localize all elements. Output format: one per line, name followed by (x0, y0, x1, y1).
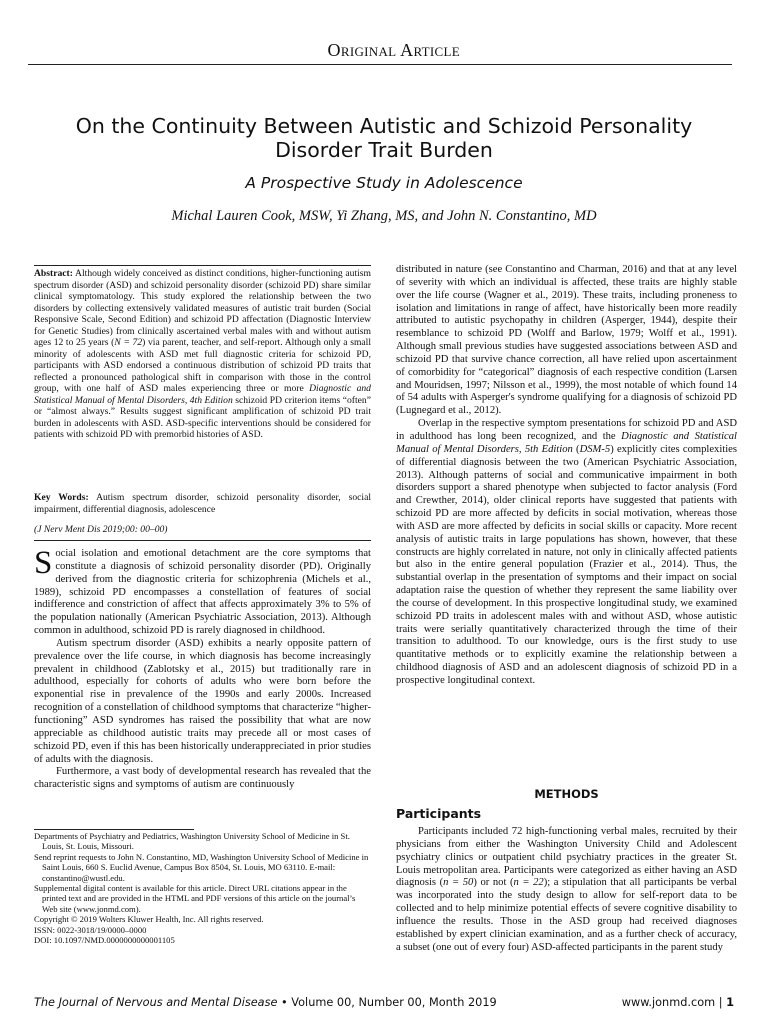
citation-text: (J Nerv Ment Dis 2019;00: 00–00) (34, 524, 168, 535)
footer-issue: Volume 00, Number 00, Month 2019 (291, 996, 497, 1009)
abstract-text-c: schizoid PD criterion items “often” or “almost always.” Results suggest significant amplification of schizoid PD trait burden in adolescents with ASD. ASD-specific interventions should be considered for patients with schizoid PD with premorbid histories of ASD. (34, 394, 371, 440)
abstract-text-a: Although widely conceived as distinct conditions, higher-functioning autism spectrum disorder (ASD) and schizoid personality disorder (schizoid PD) share similar clinical symptomatology. This study explored the relationship between the two disorders by collecting extensively validated measures of autistic trait burden (Social Responsive Scale, Second Edition) and schizoid PD affectation (Diagnostic Interview for Genetic Studies) from clinically ascertained verbal males with and without autism ages 12 to 25 years ( (34, 268, 371, 348)
abstract-bottom-rule (34, 540, 371, 541)
participants-heading: Participants (396, 806, 482, 821)
footnote-rule (34, 829, 194, 830)
body-right-column (396, 264, 737, 688)
dsm5-title: Diagnostic and Statistical Manual of Mental Disorders, 5th Edition (396, 430, 737, 455)
footer-right (622, 996, 734, 1009)
page-number: 1 (726, 996, 734, 1009)
article-subtitle: A Prospective Study in Adolescence (245, 174, 523, 192)
keywords (34, 492, 371, 515)
n-control: n = 22 (513, 877, 544, 889)
footnotes (34, 831, 371, 945)
paragraph: Autism spectrum disorder (ASD) exhibits a nearly opposite pattern of prevalence over the life course, in which diagnosis has become increasingly prevalent in childhood (Zablotsky et al., 2015) but traditionally rare in adulthood, especially for cohorts of adults who were born before the exponential rise in prevalence of the 1990s and early 2000s. Increased recognition of a constellation of childhood symptoms that characterize “higher-functioning” ASD syndromes has raised the possibility that what are now appreciable as childhood autistic traits may precede all or most cases of schizoid PD, even if this has been historically underappreciated in prior studies of adults with the diagnosis. (34, 637, 371, 765)
body-left-column (34, 545, 371, 792)
keywords-label: Key Words: (34, 492, 89, 503)
footnote-affiliation: Departments of Psychiatry and Pediatrics, Washington University School of Medicine in St. Louis, St. Louis, Missouri. (34, 831, 350, 852)
footer-website: www.jonmd.com (621, 996, 716, 1009)
abstract-top-rule (34, 265, 371, 266)
section-label: Original Article (327, 40, 460, 60)
paragraph (34, 545, 371, 638)
n-asd: n = 50 (443, 877, 474, 889)
abstract-label: Abstract: (34, 268, 73, 279)
abstract (34, 268, 371, 441)
methods-heading: METHODS (534, 787, 599, 801)
drop-cap: S (34, 545, 53, 581)
footnote-copyright: Copyright © 2019 Wolters Kluwer Health, Inc. All rights reserved. (34, 914, 264, 925)
footnote-issn: ISSN: 0022-3018/19/0000–0000 (34, 924, 147, 935)
paragraph-text: ( (572, 443, 580, 455)
footnote-supplemental: Supplemental digital content is available for this article. Direct URL citations appear in the printed text and are provided in the HTML and PDF versions of this article on the journal’s Web site (www.jonmd.com). (34, 883, 356, 914)
footer-separator: | (715, 996, 727, 1009)
footer-journal (34, 996, 497, 1009)
footer-bullet: • (277, 996, 292, 1009)
author-list: Michal Lauren Cook, MSW, Yi Zhang, MS, and John N. Constantino, MD (171, 208, 597, 224)
paragraph-text: ocial isolation and emotional detachment are the core symptoms that constitute a diagnosis of schizoid personality disorder (PD). Originally derived from the diagnostic criteria for schizophrenia (Michels et al., 1989), schizoid PD encompasses a constellation of features of social indifference and constriction of affect that affects approximately 3% to 5% of the population nationally (American Psychiatric Association, 2013). Although common in adulthood, schizoid PD is rarely diagnosed in childhood. (34, 548, 371, 637)
paragraph (396, 826, 737, 954)
paragraph: distributed in nature (see Constantino and Charman, 2016) and that at any level of severity with which an individual is affected, these traits are highly stable over the life course (Wagner et al., 2019). These traits, including proneness to isolation and limitations in range of affect, have historically been more readily attributed to autistic psychopathy in children (Asperger, 1944), despite their resemblance to schizoid PD (Wolff and Barlow, 1979; Wolff et al., 1991). Although small previous studies have suggested associations between ASD and schizoid PD that survive chance correction, all have relied upon ascertainment of comorbidity for “categorical” diagnosis of each respective condition (Larsen and Mouridsen, 1997; Nilsson et al., 1999), the most notable of which found 14 of 54 adults with Asperger's syndrome qualifying for a diagnosis of schizoid PD (Lugnegard et al., 2012). (396, 264, 737, 417)
participants-text (396, 826, 737, 954)
keywords-text: Autism spectrum disorder, schizoid personality disorder, social impairment, differential diagnosis, adolescence (34, 492, 371, 515)
paragraph (396, 418, 737, 688)
paragraph-text: ); a stipulation that all participants be verbal was incorporated into the study design to allow for self-report data to be collected and to help minimize potential effects of severe cognitive disability to influence the results. Those in the ASD group had received diagnoses established by expert clinician examination, and as a further check of accuracy, a subset (one out of every four) ASD-affected participants in the parent study (396, 877, 738, 953)
paragraph-text: Overlap in the respective symptom presentations for schizoid PD and ASD in adulthood has long been recognized, and the (396, 418, 737, 442)
footnote-reprint: Send reprint requests to John N. Constantino, MD, Washington University School of Medicine in Saint Louis, 660 S. Euclid Avenue, Campus Box 8504, St. Louis, MO 63110. E-mail: constantino@wustl.edu. (34, 851, 369, 883)
dsm5-abbr: DSM-5 (579, 443, 611, 455)
abstract-dsm4: Diagnostic and Statistical Manual of Mental Disorders, 4th Edition (34, 383, 371, 406)
paragraph-text: ) explicitly cites complexities of differential diagnosis between the two (American Psychiatric Association, 2013). Although patterns of social and communicative impairment in both disorders support a shared phenotype when subjected to factor analysis (Ford and Crewther, 2014), older clinical reports have suggested that patients with schizoid PD are more affected by deficits in social motivation, whereas those with ASD are more affected by deficits in social skills or capacity. More recent analysis of autistic traits in large populations has shown, however, that these constructs are highly correlated in nature, not only in clinically affected patients but also in the entire general population (Frazier et al., 2014). Thus, the substantial overlap in the presentation of symptoms and their impact on social adaptation raise the question of whether they represent the same liability over the course of development. In this prospective longitudinal study, we examined schizoid PD traits in adolescent males with and without ASD, whose autistic traits were serially quantitatively characterized through the time of their transition to adulthood. To our knowledge, ours is the first study to use quantitative methods or to explicitly examine the relationship between a childhood diagnosis of ASD and an adolescent diagnosis of schizoid PD in a prospective longitudinal context. (396, 443, 738, 686)
paragraph: Furthermore, a vast body of developmental research has revealed that the characteristic signs and symptoms of autism are continuously (34, 766, 371, 791)
citation (34, 524, 371, 536)
header-rule (28, 64, 732, 65)
paragraph-text: ) or not ( (473, 877, 514, 889)
paragraph-text: Participants included 72 high-functioning verbal males, recruited by their physicians from either the Washington University Child and Adolescent psychiatry clinics or outpatient child psychiatry practices in the greater St. Louis metropolitan area. Participants were categorized as either having an ASD diagnosis ( (396, 826, 737, 889)
abstract-n: N = 72 (114, 337, 143, 348)
abstract-text-b: ) via parent, teacher, and self-report. Although only a small minority of adolescents with ASD met full diagnostic criteria for schizoid PD, participants with ASD endorsed a continuous distribution of schizoid PD traits that reflected a pronounced pathological shift in comparison with those in the control group, with one half of ASD males experiencing three or more (34, 337, 371, 394)
journal-name: The Journal of Nervous and Mental Disease (34, 996, 278, 1009)
footnote-doi: DOI: 10.1097/NMD.0000000000001105 (34, 935, 175, 946)
article-title: On the Continuity Between Autistic and Schizoid Personality Disorder Trait Burden (75, 114, 693, 162)
